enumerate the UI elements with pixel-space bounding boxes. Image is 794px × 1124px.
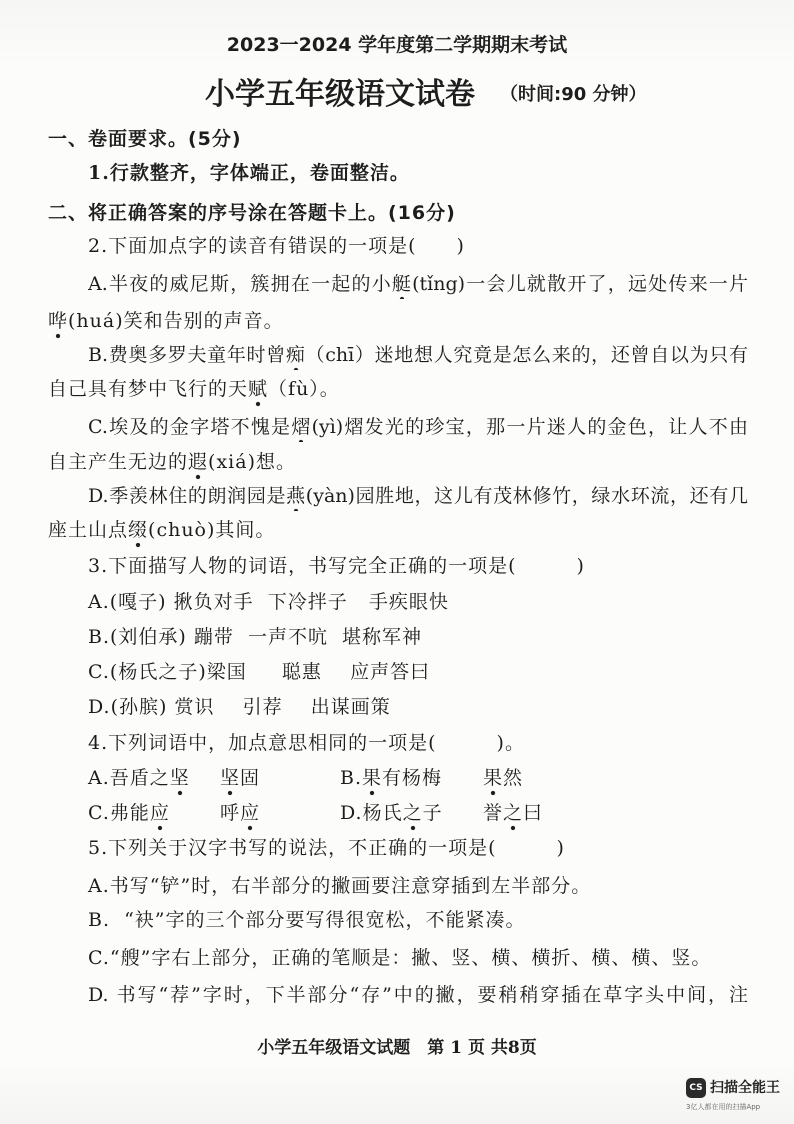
q2-option-d-text: 座土山点 — [48, 519, 129, 541]
q5-option-b: B. “袂”字的三个部分要写得很宽松，不能紧凑。 — [88, 909, 526, 931]
q4-option-b-text: 有杨梅 — [382, 767, 443, 789]
q2-option-c-text: C.埃及的金字塔不愧是 — [88, 416, 292, 438]
part1-heading: 一、卷面要求。(5分) — [48, 128, 242, 150]
exam-duration: （时间:90 分钟） — [500, 84, 647, 105]
q2-option-d-line2 — [48, 515, 275, 545]
q5-option-a: A.书写“铲”时，右半部分的撇画要注意穿插到左半部分。 — [88, 875, 592, 897]
q4-options-row-cd — [0, 798, 794, 828]
q4-option-d-dotted-char: 之 — [503, 802, 523, 832]
q4-option-d-text: 誉 — [483, 802, 504, 824]
q4-option-c-dotted-char: 应 — [150, 802, 170, 832]
q4-option-b-second — [483, 763, 523, 793]
q2-option-d-dotted-char: 缀 — [128, 519, 148, 549]
q4-option-b-dotted-char: 果 — [483, 767, 503, 797]
q4-option-c-text: C.弗能 — [88, 802, 150, 824]
q4-option-b-text: B. — [340, 767, 363, 789]
q4-option-a-first — [88, 763, 190, 793]
q4-option-c-text: 呼 — [220, 802, 241, 824]
q4-option-b-dotted-char: 果 — [362, 767, 382, 797]
q2-option-c-line2 — [48, 447, 296, 477]
q2-option-b-text: B.费奥多罗夫童年时曾 — [88, 344, 286, 366]
q3-option-d: D.(孙膑) 赏识 引荐 出谋画策 — [88, 696, 391, 718]
q2-option-b-text: （chī）迷地想人究竟是怎么来的，还曾自以为只有 — [305, 344, 748, 366]
q2-option-b-dotted-char: 赋 — [248, 378, 268, 408]
q2-option-d-text: D.季羡林住的朗润园是 — [88, 485, 287, 507]
part2-heading: 二、将正确答案的序号涂在答题卡上。(16分) — [48, 202, 456, 224]
q2-option-b-text: 自己具有梦中飞行的天 — [48, 378, 249, 400]
q4-option-b-text: 然 — [503, 767, 524, 789]
q4-option-d-text: D.杨氏 — [340, 802, 403, 824]
exam-term-title: 2023一2024 学年度第二学期期末考试 — [226, 34, 568, 56]
q2-option-d-line1 — [88, 481, 748, 511]
q4-option-a-dotted-char: 坚 — [220, 767, 240, 797]
q3-option-c: C.(杨氏之子)梁国 聪惠 应声答曰 — [88, 661, 431, 683]
page-footer: 小学五年级语文试题 第 1 页 共8页 — [257, 1038, 537, 1058]
q2-option-a-text: A.半夜的威尼斯，簇拥在一起的小 — [88, 273, 392, 295]
q2-option-a-text: (tǐng)一会儿就散开了，远处传来一片 — [412, 273, 748, 295]
q2-option-d-text: (yàn)园胜地，这儿有茂林修竹，绿水环流，还有几 — [305, 485, 748, 507]
exam-paper-title: 小学五年级语文试卷 — [205, 77, 475, 112]
q4-option-b-first — [340, 763, 442, 793]
q4-option-c-second — [220, 798, 260, 828]
q2-option-a-text: (huá)笑和告别的声音。 — [68, 310, 284, 332]
camscanner-logo-icon: CS — [686, 1078, 706, 1098]
q4-option-d-second — [483, 798, 543, 828]
q2-stem: 2.下面加点字的读音有错误的一项是( ) — [88, 235, 465, 257]
q4-option-a-text: A.吾盾之 — [88, 767, 170, 789]
q2-option-a-dotted-char: 哗 — [48, 310, 68, 340]
q2-option-b-line1 — [88, 340, 748, 370]
watermark-slogan: 3亿人都在用的扫描App — [686, 1103, 761, 1111]
q4-option-d-dotted-char: 之 — [403, 802, 423, 832]
q4-option-c-first — [88, 798, 170, 828]
q2-option-c-text: 自主产生无边的 — [48, 451, 189, 473]
q5-option-d: D. 书写“荐”字时，下半部分“存”中的撇，要稍稍穿插在草字头中间，注 — [88, 984, 748, 1006]
q4-option-d-first — [340, 798, 443, 828]
q2-option-c-line1 — [88, 412, 748, 442]
q2-option-a-dotted-char: 艇 — [392, 273, 412, 299]
q3-option-a: A.(嘎子) 揪负对手 下冷拌子 手疾眼快 — [88, 591, 449, 613]
q2-option-b-line2 — [48, 374, 340, 404]
q2-option-a-line2 — [48, 306, 284, 336]
q2-option-c-text: (xiá)想。 — [208, 451, 296, 473]
q3-option-b: B.(刘伯承) 蹦带 一声不吭 堪称军神 — [88, 626, 423, 648]
q2-option-c-dotted-char: 熠 — [291, 416, 311, 442]
q2-option-c-text: (yì)熠发光的珍宝，那一片迷人的金色，让人不由 — [311, 416, 748, 438]
q3-stem: 3.下面描写人物的词语，书写完全正确的一项是( ) — [88, 555, 585, 577]
q4-option-d-text: 子 — [422, 802, 443, 824]
q2-option-b-text: （fù）。 — [268, 378, 340, 400]
q2-option-d-text: (chuò)其间。 — [148, 519, 276, 541]
q2-option-b-dotted-char: 痴 — [286, 344, 306, 370]
q5-stem: 5.下列关于汉字书写的说法，不正确的一项是( ) — [88, 837, 565, 859]
part1-item: 1.行款整齐，字体端正，卷面整洁。 — [88, 162, 410, 184]
q4-option-d-text: 曰 — [523, 802, 544, 824]
q4-option-a-second — [220, 763, 260, 793]
q4-stem: 4.下列词语中，加点意思相同的一项是( )。 — [88, 732, 525, 754]
q2-option-a-line1 — [88, 269, 748, 299]
q4-option-a-text: 固 — [240, 767, 261, 789]
q4-option-c-dotted-char: 应 — [240, 802, 260, 832]
q2-option-d-dotted-char: 燕 — [286, 485, 306, 511]
q2-option-c-dotted-char: 遐 — [188, 451, 208, 481]
q4-options-row-ab — [0, 763, 794, 793]
q4-option-a-dotted-char: 坚 — [170, 767, 190, 797]
watermark-app-name: 扫描全能王 — [710, 1080, 780, 1096]
q5-option-c: C.“艘”字右上部分，正确的笔顺是：撇、竖、横、横折、横、横、竖。 — [88, 947, 712, 969]
